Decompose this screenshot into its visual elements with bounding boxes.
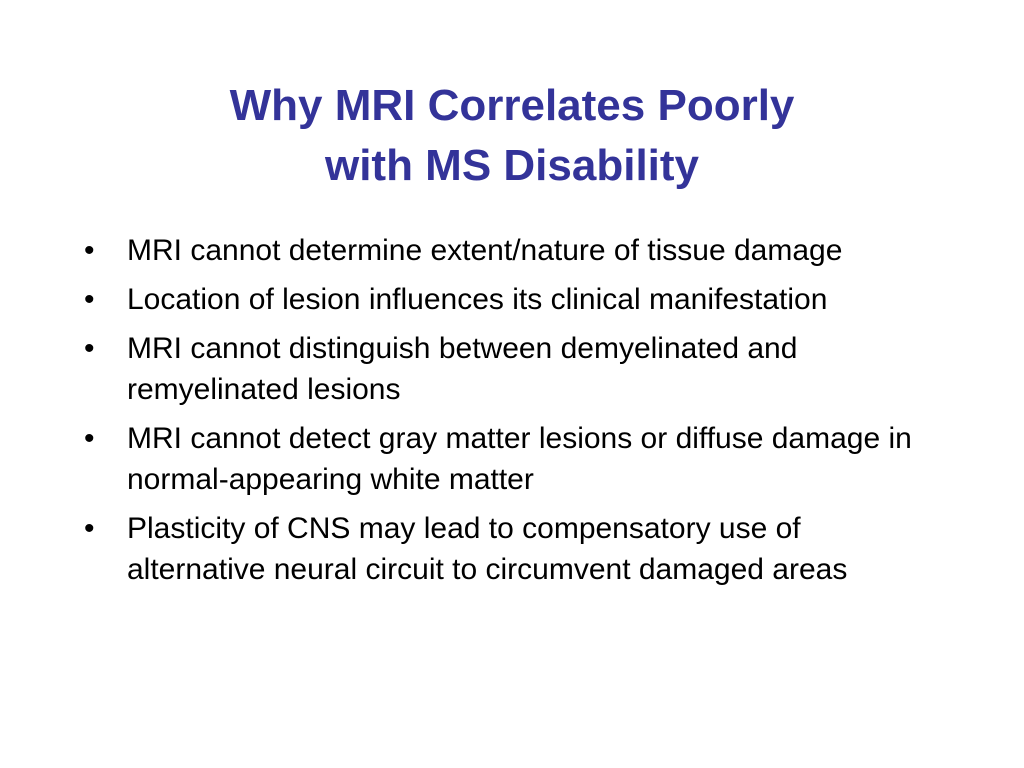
bullet-dot-icon: • [84, 332, 95, 365]
bullet-dot-icon: • [84, 234, 95, 267]
bullet-item [84, 418, 934, 500]
bullet-text: Location of lesion influences its clinical manifestation [127, 283, 828, 316]
bullet-dot-icon: • [84, 512, 95, 545]
bullet-item [84, 230, 934, 271]
bullet-dot-icon: • [84, 422, 95, 455]
bullet-item [84, 508, 934, 590]
bullet-text: MRI cannot distinguish between demyelinated and remyelinated lesions [127, 332, 798, 406]
slide-title [0, 76, 1024, 196]
bullet-dot-icon: • [84, 283, 95, 316]
bullet-text: Plasticity of CNS may lead to compensatory use of alternative neural circuit to circumvent damaged areas [127, 512, 848, 586]
bullet-item [84, 328, 934, 410]
slide-title-line-2: with MS Disability [324, 141, 700, 190]
bullet-item [84, 279, 934, 320]
bullet-text: MRI cannot detect gray matter lesions or diffuse damage in normal-appearing white matter [127, 422, 912, 496]
bullet-list [84, 230, 934, 598]
slide-title-line-1: Why MRI Correlates Poorly [229, 81, 795, 130]
bullet-text: MRI cannot determine extent/nature of tissue damage [127, 234, 843, 267]
